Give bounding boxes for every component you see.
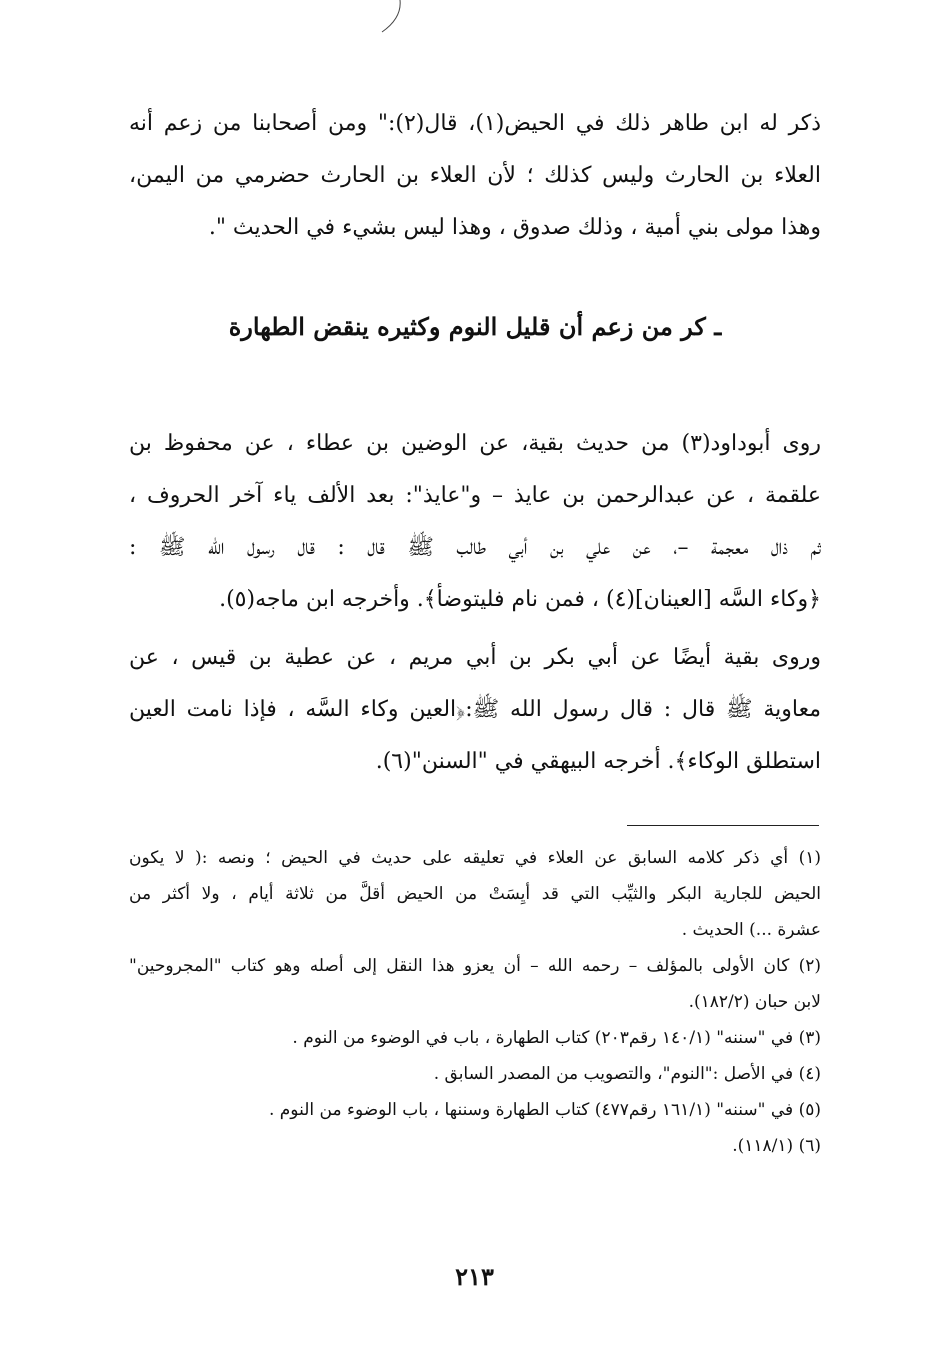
page-number: ٢١٣ <box>455 1262 494 1291</box>
paragraph-middle <box>129 418 821 626</box>
footnote-line: لابن حبان (١٨٢/٢). <box>688 992 821 1012</box>
text-line: ﴿وكاء السَّه [العينان](٤) ، فمن نام فليتوضأ﴾. وأخرجه ابن ماجه(٥). <box>219 587 821 612</box>
footnote-line: (٥) في "سننه" (١٦١/١ رقم٤٧٧) كتاب الطهارة وسننها ، باب الوضوء من النوم . <box>268 1100 821 1120</box>
text-line: وروى بقية أيضًا عن أبي بكر بن أبي مريم ، عن عطية بن قيس ، عن <box>129 645 821 670</box>
footnotes <box>129 840 821 1164</box>
paragraph-bottom <box>129 632 821 788</box>
section-heading: ـ كر من زعم أن قليل النوم وكثيره ينقض الطهارة <box>228 312 722 341</box>
text-line: علقمة ، عن عبدالرحمن بن عايذ – و"عايذ": بعد الألف ياء آخر الحروف ، <box>129 483 821 508</box>
scan-mark-decoration <box>378 0 408 34</box>
text-line: معاوية ﷺ قال : قال رسول الله ﷺ:﴿العين وكاء السَّه ، فإذا نامت العين <box>129 697 821 722</box>
footnote-4 <box>129 1056 821 1092</box>
text-line: وهذا مولى بني أمية ، وذلك صدوق ، وهذا ليس بشيء في الحديث ". <box>208 215 821 240</box>
text-line: ثم ذال معجمة –، عن علي بن أبي طالب ﷺ قال : قال رسول الله ﷺ : <box>129 535 821 560</box>
footnote-1 <box>129 840 821 948</box>
footnote-line: الحيض للجارية البكر والثيِّب التي قد أيِسَتْ من الحيض أقلَّ من ثلاثة أيام ، ولا أكثر من <box>129 884 821 904</box>
footnote-5 <box>129 1092 821 1128</box>
text-line: روى أبوداود(٣) من حديث بقية، عن الوضين بن عطاء ، عن محفوظ بن <box>129 431 821 456</box>
footnote-3 <box>129 1020 821 1056</box>
footnote-2 <box>129 948 821 1020</box>
footnote-line: (٤) في الأصل :"النوم"، والتصويب من المصدر السابق . <box>433 1064 821 1084</box>
footnote-6 <box>129 1128 821 1164</box>
footnote-line: (١) أي ذكر كلامه السابق عن العلاء في تعليقه على حديث في الحيض ؛ ونصه :( لا يكون <box>129 848 821 868</box>
footnote-line: (٢) كان الأولى بالمؤلف – رحمه الله – أن يعزو هذا النقل إلى أصله وهو كتاب "المجروحين" <box>129 956 821 976</box>
text-line: ذكر له ابن طاهر ذلك في الحيض(١)، قال(٢):" ومن أصحابنا من زعم أنه <box>129 111 821 136</box>
footnote-line: (٦) (١١٨/١). <box>732 1136 821 1156</box>
footnote-line: عشرة ...) الحديث . <box>681 920 821 940</box>
footnote-line: (٣) في "سننه" (١٤٠/١ رقم٢٠٣) كتاب الطهارة ، باب في الوضوء من النوم . <box>292 1028 821 1048</box>
footnote-separator <box>627 825 819 826</box>
text-line: العلاء بن الحارث وليس كذلك ؛ لأن العلاء بن الحارث حضرمي من اليمن، <box>129 163 821 188</box>
paragraph-top <box>129 98 821 254</box>
text-line: استطلق الوكاء﴾. أخرجه البيهقي في "السنن"(٦). <box>375 749 821 774</box>
